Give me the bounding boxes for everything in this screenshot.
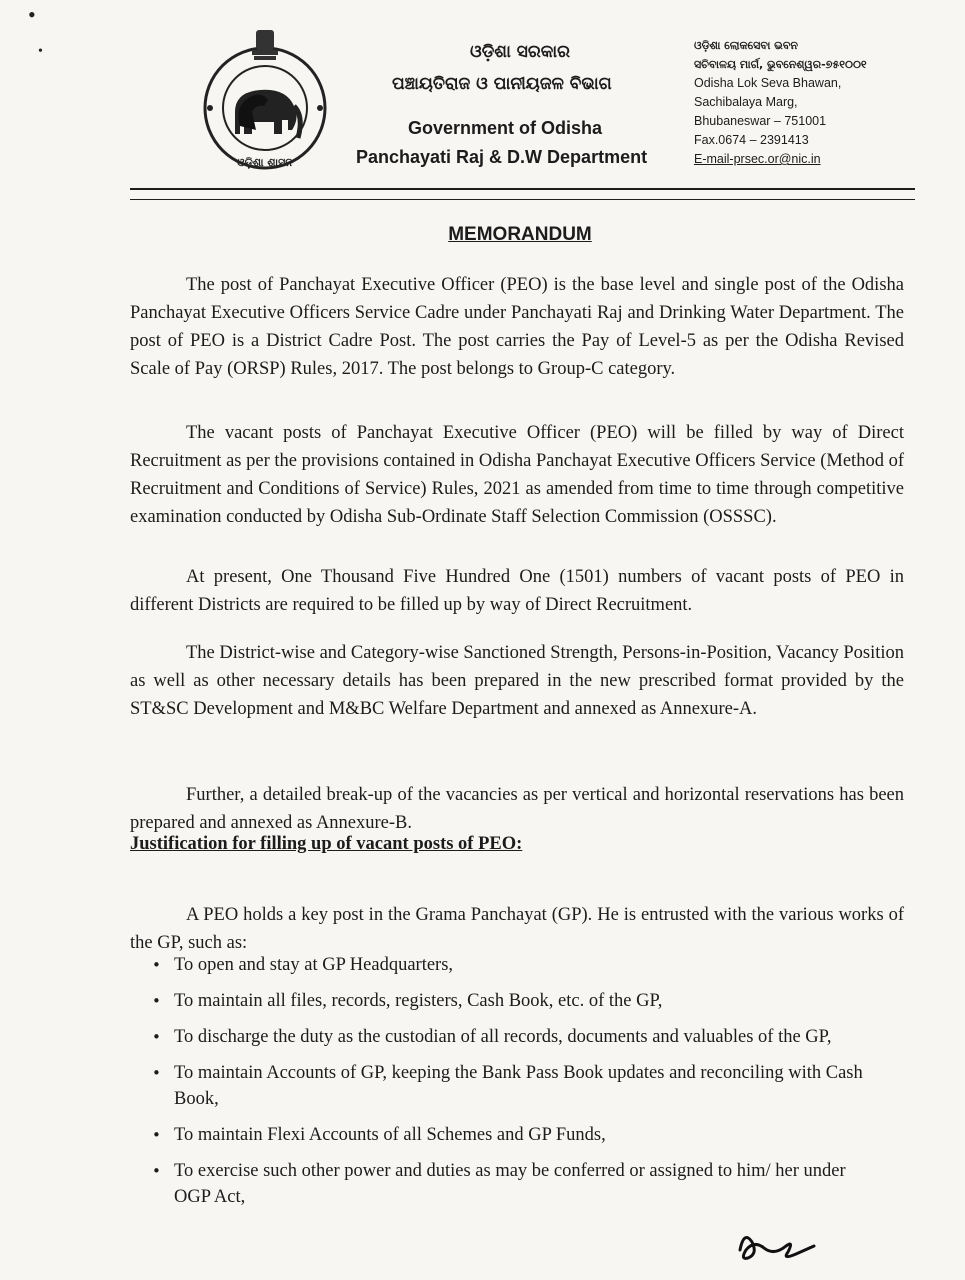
address-odia-line1: ଓଡ଼ିଶା ଲୋକସେବା ଭବନ bbox=[694, 39, 798, 52]
paragraph-peo-role: A PEO holds a key post in the Grama Panchayat (GP). He is entrusted with the various works of the GP, such as: bbox=[130, 904, 904, 953]
address-line3: Bhubaneswar – 751001 bbox=[694, 114, 827, 128]
odia-government-title: ଓଡ଼ିଶା ସରକାର bbox=[470, 42, 571, 62]
list-item bbox=[150, 1024, 884, 1050]
odia-department-title: ପଞ୍ଚାୟତିରାଜ ଓ ପାନୀୟଜଳ ବିଭାଗ bbox=[392, 74, 612, 94]
memorandum-title: MEMORANDUM bbox=[448, 224, 592, 245]
paragraph-peo-post: The post of Panchayat Executive Officer (PEO) is the base level and single post of the Odisha Panchayat Executive Officers Service Cadre under Panchayati Raj and Drinking Water Department. The post of PEO is a District Cadre Post. The post carries the Pay of Level-5 as per the Odisha Revised Scale of Pay (ORSP) Rules, 2017. The post belongs to Group-C category. bbox=[130, 274, 904, 379]
bullet-icon: • bbox=[152, 1064, 161, 1082]
address-block bbox=[694, 36, 867, 169]
emblem-text-bottom: ଓଡ଼ିଶା ଶାସନ bbox=[237, 156, 293, 169]
page-mark-small-dot: • bbox=[38, 44, 43, 59]
address-odia-line2: ସଚିବାଳୟ ମାର୍ଗ, ଭୁବନେଶ୍ୱର-୭୫୧୦୦୧ bbox=[694, 58, 867, 71]
address-email: E-mail-prsec.or@nic.in bbox=[694, 152, 821, 166]
bullet-icon: • bbox=[152, 1126, 161, 1144]
odisha-emblem-icon bbox=[190, 26, 340, 176]
paragraph-annexure-a: The District-wise and Category-wise Sanctioned Strength, Persons-in-Position, Vacancy Position as well as other necessary details has been prepared in the new prescribed format provided by the ST&SC Development and M&BC Welfare Department and annexed as Annexure-A. bbox=[130, 642, 904, 719]
list-item-text: To discharge the duty as the custodian of all records, documents and valuables of the GP, bbox=[174, 1027, 832, 1047]
list-item-text: To maintain Accounts of GP, keeping the Bank Pass Book updates and reconciling with Cash Book, bbox=[174, 1063, 863, 1109]
list-item bbox=[150, 1122, 884, 1148]
bullet-icon: • bbox=[152, 992, 161, 1010]
department-title: Panchayati Raj & D.W Department bbox=[356, 147, 648, 167]
address-fax: Fax.0674 – 2391413 bbox=[694, 133, 809, 147]
list-item-text: To open and stay at GP Headquarters, bbox=[174, 955, 454, 975]
justification-heading: Justification for filling up of vacant posts of PEO: bbox=[130, 834, 523, 854]
header-divider-thin bbox=[130, 199, 915, 200]
list-item bbox=[150, 952, 884, 978]
list-item-text: To exercise such other power and duties as may be conferred or assigned to him/ her under OGP Act, bbox=[174, 1161, 846, 1207]
page-mark-dot: • bbox=[28, 2, 36, 27]
paragraph-vacancies: At present, One Thousand Five Hundred One (1501) numbers of vacant posts of PEO in different Districts are required to be filled up by way of Direct Recruitment. bbox=[130, 566, 904, 615]
duties-list bbox=[150, 952, 884, 1210]
bullet-icon: • bbox=[152, 1162, 161, 1180]
address-line2: Sachibalaya Marg, bbox=[694, 95, 798, 109]
bullet-icon: • bbox=[152, 956, 161, 974]
list-item bbox=[150, 1060, 884, 1112]
paragraph-recruitment: The vacant posts of Panchayat Executive Officer (PEO) will be filled by way of Direct Recruitment as per the provisions contained in Odisha Panchayat Executive Officers Service (Method of Recruitment and Conditions of Service) Rules, 2021 as amended from time to time through competitive examination conducted by Odisha Sub-Ordinate Staff Selection Commission (OSSSC). bbox=[130, 422, 904, 527]
list-item bbox=[150, 988, 884, 1014]
list-item-text: To maintain all files, records, registers, Cash Book, etc. of the GP, bbox=[174, 991, 663, 1011]
header-divider bbox=[130, 188, 915, 190]
address-line1: Odisha Lok Seva Bhawan, bbox=[694, 76, 842, 90]
paragraph-annexure-b: Further, a detailed break-up of the vacancies as per vertical and horizontal reservations has been prepared and annexed as Annexure-B. bbox=[130, 784, 904, 833]
bullet-icon: • bbox=[152, 1028, 161, 1046]
handwritten-initials bbox=[730, 1220, 820, 1270]
list-item-text: To maintain Flexi Accounts of all Schemes and GP Funds, bbox=[174, 1125, 606, 1145]
list-item bbox=[150, 1158, 884, 1210]
government-title: Government of Odisha bbox=[408, 118, 603, 138]
